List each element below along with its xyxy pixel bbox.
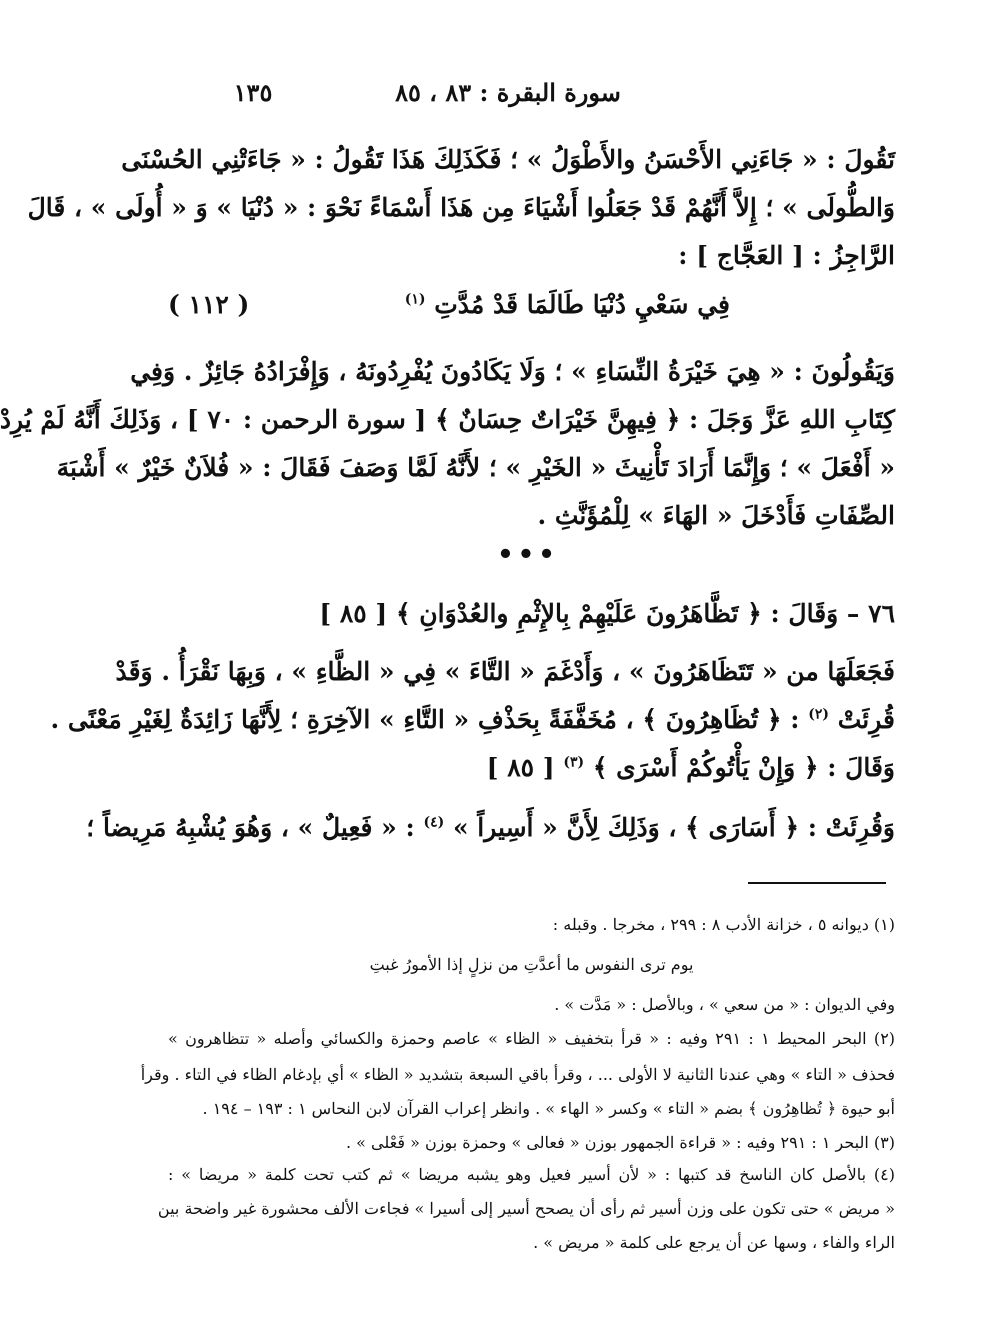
footnote-ref-4: (٤) xyxy=(423,814,445,831)
verse-2-number: [ ٨٥ ] xyxy=(486,753,555,782)
running-header-title: سورة البقرة : ٨٣ ، ٨٥ xyxy=(395,78,621,107)
page-number: ١٣٥ xyxy=(233,78,273,107)
footnote-rule xyxy=(748,882,886,884)
paragraph-4-end: : « فَعِيلٌ » ، وَهُوَ يُشْبِهُ مَرِيضاً ؛ xyxy=(86,813,415,842)
paragraph-2-line-4: الصِّفَاتِ فَأَدْخَلَ « الهَاءَ » لِلْمُؤَنَّثِ . xyxy=(537,501,895,530)
paragraph-2-line-3: « أَفْعَلَ » ؛ وَإِنَّمَا أَرَادَ تَأْنِيثَ « الخَيْرِ » ؛ لأَنَّهُ لَمَّا وَصَفَ فَقَالَ : « فُلاَنٌ خَيْرٌ » أَشْبَهَ xyxy=(56,453,895,482)
footnote-1-note: وفي الديوان : « من سعي » ، وبالأصل : « مَدَّت » . xyxy=(554,995,895,1014)
paragraph-1-line-2: وَالطُّولَى » ؛ إِلاَّ أَنَّهُمْ قَدْ جَعَلُوا أَشْيَاءَ مِن هَذَا أَسْمَاءً نَحْوَ : « دُنْيَا » وَ « أُولَى » ، قَالَ xyxy=(27,193,895,222)
paragraph-2-line-1: وَيَقُولُونَ : « هِيَ خَيْرَةُ النِّسَاءِ » ؛ وَلَا يَكَادُونَ يُفْرِدُونَهُ ، وَإِفْرَادُهُ جَائِزٌ . وَفِي xyxy=(130,357,895,386)
paragraph-1-line-1: تَقُولَ : « جَاءَنِي الأَحْسَنُ والأَطْوَلُ » ؛ فَكَذَلِكَ هَذَا تَقُولُ : « جَاءَتْنِي الحُسْنَى xyxy=(121,145,895,174)
paragraph-3-line-1: فَجَعَلَهَا من « تَتَظَاهَرُونَ » ، وَأَدْغَمَ « التَّاءَ » فِي « الظَّاءِ » ، وَبِهَا نَقْرَأُ . وَقَدْ xyxy=(115,657,895,686)
paragraph-4-line xyxy=(86,804,895,852)
paragraph-1-line-3: الرَّاجِزُ : [ العَجَّاج ] : xyxy=(678,241,895,270)
footnote-4-line-2: « مريض » حتى تكون على وزن أسير ثم رأى أن يصحح أسير إلى أسيرا » فجاءت الألف محشورة غير واضحة بين xyxy=(157,1199,895,1218)
footnote-4-line-1: (٤) بالأصل كان الناسخ قد كتبها : « لأن أسير فعيل وهو يشبه مريضا » ثم كتب تحت كلمة « مريضا » : xyxy=(168,1165,895,1184)
section-separator: ••• xyxy=(497,540,559,570)
footnote-1: (١) ديوانه ٥ ، خزانة الأدب ٨ : ٢٩٩ ، مخرجا . وقبله : xyxy=(552,915,895,934)
footnote-ref-3: (٣) xyxy=(563,754,585,771)
poem-number: ( ١١٢ ) xyxy=(168,290,250,319)
section-heading: ٧٦ – وَقَالَ : ﴿ تَظَّاهَرُونَ عَلَيْهِمْ بِالإِثْمِ والعُدْوَانِ ﴾ [ ٨٥ ] xyxy=(319,599,895,628)
footnote-3: (٣) البحر ١ : ٢٩١ وفيه : « قراءة الجمهور بوزن « فعالى » وحمزة بوزن « فَعْلى » . xyxy=(345,1133,895,1152)
verse-2-line xyxy=(168,744,895,792)
poem-text xyxy=(405,280,730,330)
footnote-1-verse: يوم ترى النفوس ما أعدَّتِ من نزلٍ إذا الأمورُ غبتِ xyxy=(369,955,694,974)
verse-2-text: وَقَالَ : ﴿ وَإِنْ يَأْتُوكُمْ أَسْرَى ﴾ xyxy=(592,753,895,782)
footnote-2-line-3: أبو حيوة ﴿ تُظاهِرُون ﴾ بضم « التاء » وكسر « الهاء » . وانظر إعراب القرآن لابن النحاس ١ : ١٩٣ – ١٩٤ . xyxy=(202,1099,895,1118)
poem-verse xyxy=(168,280,895,330)
poem-verse-text: فِي سَعْيِ دُنْيَا طَالَمَا قَدْ مُدَّتِ xyxy=(434,290,730,319)
paragraph-2-line-2: كِتَابِ اللهِ عَزَّ وَجَلَ : ﴿ فِيهِنَّ خَيْرَاتٌ حِسَانٌ ﴾ [ سورة الرحمن : ٧٠ ] ، وَذَلِكَ أَنَّهُ لَمْ يُرِدْ xyxy=(0,405,895,434)
footnote-ref-1: (١) xyxy=(404,291,426,308)
footnote-ref-2: (٢) xyxy=(808,706,830,723)
paragraph-3-line-2 xyxy=(50,696,895,744)
paragraph-3-rest: : ﴿ تُظَاهِرُونَ ﴾ ، مُخَفَّفَةً بِحَذْفِ « التَّاءِ » الآخِرَةِ ؛ لِأَنَّهَا زَائِدَةٌ لِغَيْرِ مَعْنًى . xyxy=(50,705,800,734)
paragraph-3-word: قُرِئَتْ xyxy=(837,705,895,734)
footnote-4-line-3: الراء والفاء ، وسها عن أن يرجع على كلمة « مريض » . xyxy=(533,1233,895,1252)
footnote-2-line-2: فحذف « التاء » وهي عندنا الثانية لا الأولى ... ، وقرأ باقي السبعة بتشديد « الظاء » أي بإدغام الظاء في التاء . وقرأ xyxy=(140,1065,895,1084)
footnote-2-line-1: (٢) البحر المحيط ١ : ٢٩١ وفيه : « قرأ بتخفيف « الظاء » عاصم وحمزة والكسائي وأصله « تتظاهرون » xyxy=(168,1029,896,1048)
paragraph-4-start: وَقُرِئَتْ : ﴿ أَسَارَى ﴾ ، وَذَلِكَ لِأَنَّ « أَسِيراً » xyxy=(452,813,895,842)
